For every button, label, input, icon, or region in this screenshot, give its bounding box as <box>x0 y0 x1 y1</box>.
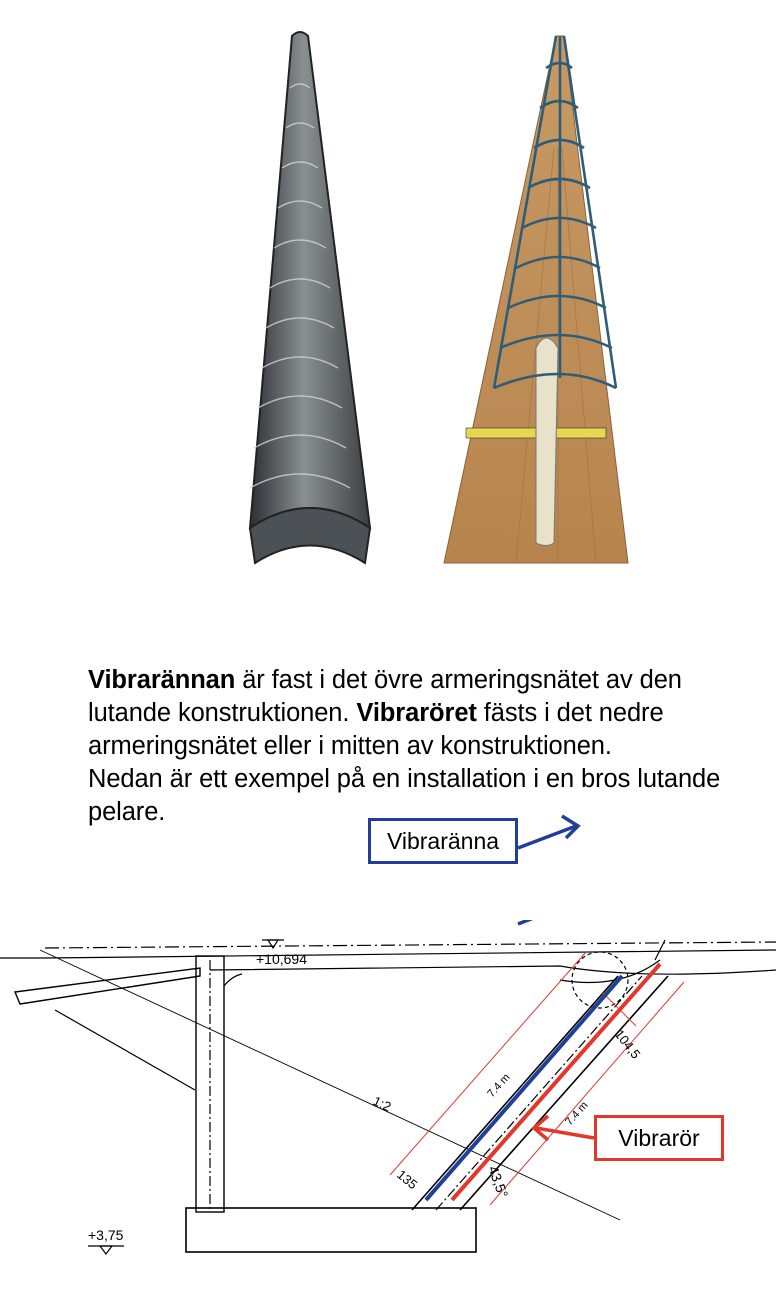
label-vibraranna: Vibraränna <box>368 818 518 864</box>
footing <box>186 1208 476 1252</box>
vibraranna-arrow <box>518 920 582 924</box>
dim-angle: 43,5° <box>485 1163 512 1200</box>
description-paragraph <box>88 664 748 829</box>
slope-line <box>40 950 620 1220</box>
dim-line-upper <box>390 952 586 1175</box>
bridge-section-drawing <box>0 920 776 1280</box>
dim-upper-length: 7.4 m <box>485 1071 513 1101</box>
deck-line <box>45 950 776 958</box>
rebar-trough-photo <box>230 28 390 588</box>
dim-small: 135 <box>394 1166 421 1193</box>
description-line-2: Nedan är ett exempel på en installation i en bros lutande pelare. <box>88 765 721 826</box>
elevation-top: +10,694 <box>256 951 307 967</box>
elevation-bottom: +3,75 <box>88 1227 124 1243</box>
dim-width: 104,5 <box>611 1026 644 1062</box>
label-vibraror: Vibrarör <box>594 1115 724 1161</box>
description-line-1: Vibrarännan är fast i det övre armeringsnätet av den lutande konstruktionen. Vibraröret fästs i det nedre armeringsnätet eller i mitten av konstruktionen. <box>88 666 682 760</box>
deck-top-line <box>45 942 776 948</box>
term-vibrarannan: Vibrarännan <box>88 666 236 694</box>
rebar-trough-with-wood-photo <box>436 28 636 573</box>
term-vibraroret: Vibraröret <box>356 699 477 727</box>
slope-label: 1:2 <box>370 1093 394 1115</box>
vibraror-rod <box>452 964 660 1200</box>
dim-lower-length: 7.4 m <box>563 1099 591 1129</box>
deck-soffit-line <box>210 966 776 974</box>
